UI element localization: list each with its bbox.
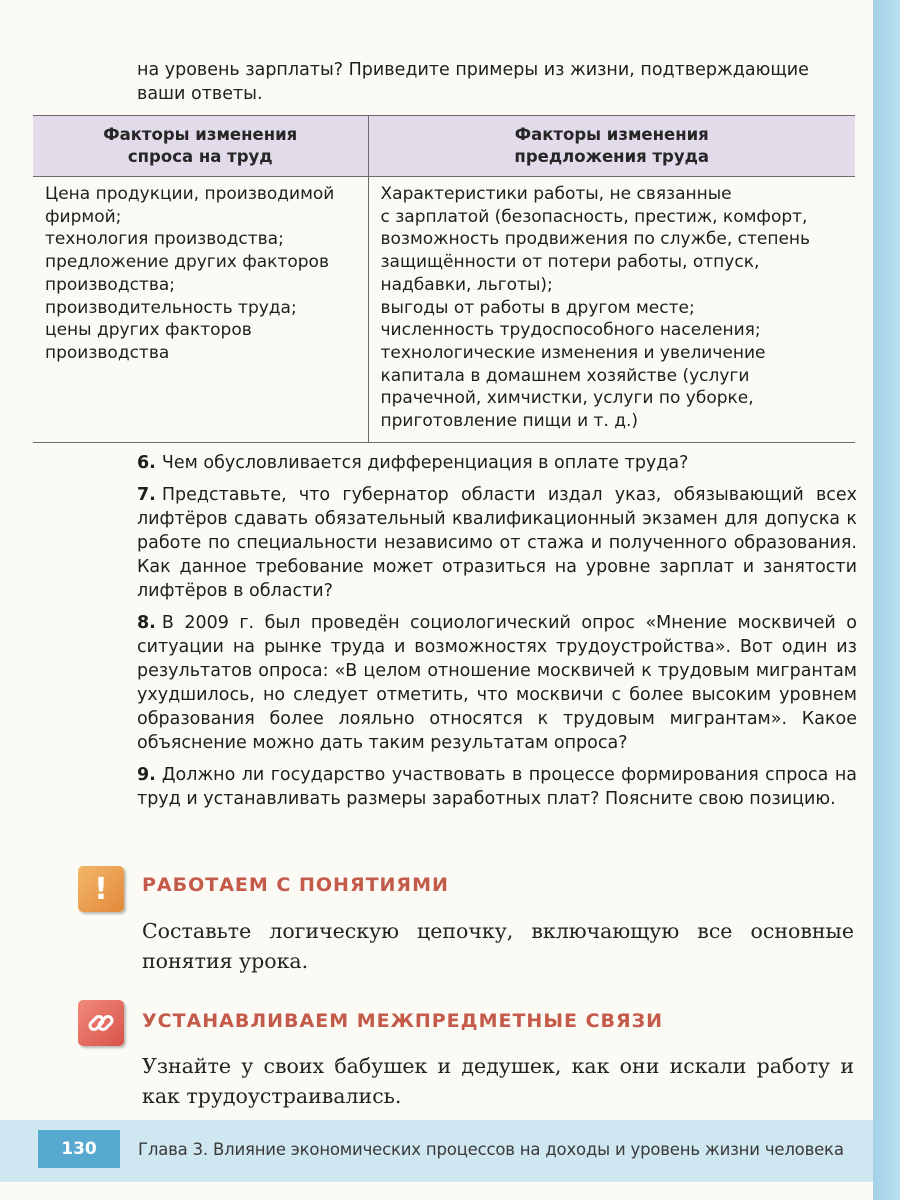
table-row (33, 177, 855, 443)
chain-link-svg (86, 1008, 116, 1038)
question-item (137, 451, 857, 475)
question-item (137, 611, 857, 755)
cell-line: защищённости от потери работы, отпуск, (380, 252, 760, 273)
cell-line: фирмой; (45, 206, 122, 227)
factors-table (33, 115, 855, 443)
intro-text: на уровень зарплаты? Приведите примеры из жизни, подтверждающие ваши ответы. (137, 60, 809, 104)
cell-line: возможность продвижения по службе, степень (380, 229, 811, 250)
question-text: В 2009 г. был проведён социологический опрос «Мнение москвичей о ситуации на рынке труда и возможностях трудоустройства». Вот один из результатов опроса: «В целом отношение москвичей к трудовым мигрантам ухудшилось, но следует отметить, что москвичи с более высоким уровнем образования более лояльно относятся к трудовым мигрантам». Какое объяснение можно дать таким результатам опроса? (137, 613, 857, 753)
table-header-row (33, 116, 855, 177)
links-section-text: Узнайте у своих бабушек и дедушек, как они искали работу и как трудоустраивались. (142, 1054, 854, 1108)
header-line: Факторы изменения (103, 125, 298, 144)
links-section-title: УСТАНАВЛИВАЕМ МЕЖПРЕДМЕТНЫЕ СВЯЗИ (142, 1010, 664, 1032)
demand-factors-cell (33, 177, 368, 443)
cell-line: цены других факторов (45, 320, 252, 341)
cell-line: технология производства; (45, 229, 284, 250)
header-line: Факторы изменения (514, 125, 709, 144)
cell-line: численность трудоспособного населения; (380, 320, 761, 341)
question-text: Представьте, что губернатор области издал указ, обязывающий всех лифтёров сдавать обязательный квалификационный экзамен для допуска к работе по специальности независимо от стажа и полученного образования. Как данное требование может отразиться на уровне зарплат и занятости лифтёров в области? (137, 485, 857, 601)
question-text: Должно ли государство участвовать в процессе формирования спроса на труд и устанавливать размеры заработных плат? Поясните свою позицию. (137, 765, 857, 809)
header-line: спроса на труд (127, 147, 273, 166)
cell-line: приготовление пищи и т. д.) (380, 411, 639, 432)
questions-list (137, 451, 857, 819)
header-supply-factors (368, 116, 855, 177)
page-edge (873, 0, 900, 1200)
header-line: предложения труда (514, 147, 710, 166)
question-text: Чем обусловливается дифференциация в оплате труда? (161, 453, 689, 473)
question-number: 8. (137, 613, 156, 633)
question-number: 6. (137, 453, 156, 473)
cell-line: капитала в домашнем хозяйстве (услуги (380, 365, 750, 386)
cell-line: производства (45, 342, 170, 363)
cell-line: выгоды от работы в другом месте; (380, 297, 695, 318)
question-item (137, 763, 857, 811)
cell-line: с зарплатой (безопасность, престиж, комфорт, (380, 206, 808, 227)
chapter-title: Глава 3. Влияние экономических процессов на доходы и уровень жизни человека (138, 1140, 844, 1159)
question-number: 7. (137, 485, 156, 505)
concepts-section-title: РАБОТАЕМ С ПОНЯТИЯМИ (142, 874, 449, 896)
cell-line: технологические изменения и увеличение (380, 342, 766, 363)
exclamation-icon (78, 866, 124, 912)
cell-line: Цена продукции, производимой (45, 184, 335, 204)
question-item (137, 483, 857, 603)
question-number: 9. (137, 765, 156, 785)
exclamation-glyph: ! (94, 871, 108, 907)
cell-line: Характеристики работы, не связанные (380, 184, 732, 204)
cell-line: надбавки, льготы); (380, 274, 553, 295)
supply-factors-cell (368, 177, 855, 443)
cell-line: производительность труда; (45, 297, 297, 318)
cell-line: предложение других факторов (45, 252, 329, 273)
page-number: 130 (38, 1130, 120, 1168)
header-demand-factors (33, 116, 368, 177)
concepts-section-text: Составьте логическую цепочку, включающую все основные понятия урока. (142, 919, 854, 973)
cell-line: прачечной, химчистки, услуги по уборке, (380, 388, 754, 409)
chain-link-icon (78, 1000, 124, 1046)
cell-line: производства; (45, 274, 175, 295)
